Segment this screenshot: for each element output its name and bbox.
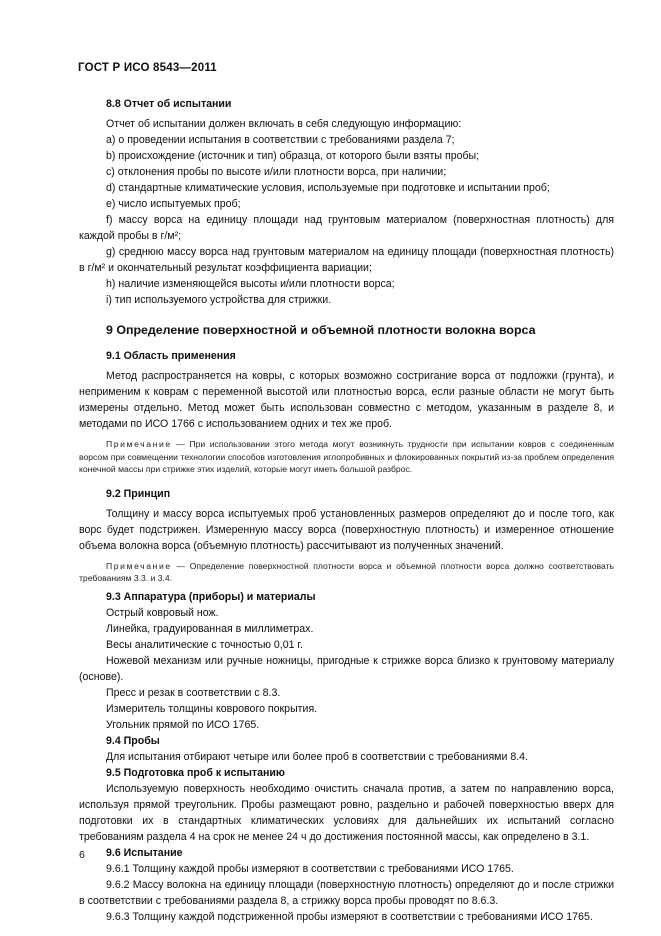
test-item-9-6-2: 9.6.2 Массу волокна на единицу площади (поверхностную плотность) определяют до и после стрижки в соответствии с требованиями раздела 8, а стрижку ворса пробы проводят по 8.6.3. <box>79 878 614 907</box>
note-text: — Определение поверхностной плотности ворса и объемной плотности ворса должно соответствовать требованиям 3.3. и 3.4. <box>79 560 614 583</box>
apparatus-item: Ножевой механизм или ручные ножницы, пригодные к стрижке ворса близко к грунтовому материалу (основе). <box>79 654 614 683</box>
report-item-h: h) наличие изменяющейся высоты и/или плотности ворса; <box>106 278 395 290</box>
section-8-8-intro: Отчет об испытании должен включать в себя следующую информацию: <box>106 118 462 130</box>
section-9-1-text: Метод распространяется на ковры, с которых возможно состригание ворса от подложки (грунта), и неприменим к коврам с переменной высотой или плотностью ворса, если разные области не могут быть измерены отдельно. Метод может быть использован совместно с методом, указанным в разделе 8, и методами по ИСО 1766 с использованием одних и тех же проб. <box>79 370 614 430</box>
report-item-c: c) отклонения пробы по высоте и/или плотности ворса, при наличии; <box>106 166 447 178</box>
page-number: 6 <box>79 849 85 861</box>
apparatus-item: Весы аналитические с точностью 0,01 г. <box>106 638 303 651</box>
section-9-heading: 9 Определение поверхностной и объемной плотности волокна ворса <box>106 323 536 337</box>
document-header: ГОСТ Р ИСО 8543—2011 <box>78 62 217 74</box>
apparatus-item: Острый ковровый нож. <box>106 606 219 619</box>
section-9-5-heading: 9.5 Подготовка проб к испытанию <box>106 766 285 779</box>
apparatus-item: Пресс и резак в соответствии с 8.3. <box>106 686 281 699</box>
section-9-1-heading: 9.1 Область применения <box>106 350 236 362</box>
report-item-f: f) массу ворса на единицу площади над грунтовым материалом (поверхностная плотность) для каждой пробы в г/м²; <box>79 214 614 242</box>
report-item-a: a) о проведении испытания в соответствии с требованиями раздела 7; <box>106 134 455 146</box>
section-9-2-text: Толщину и массу ворса испытуемых проб установленных размеров определяют до и после того, как ворс будет подстрижен. Измеренную массу ворса (поверхностную плотность) и измеренное отношение объема волокна ворса (объемную плотность) рассчитывают из полученных значений. <box>79 507 614 552</box>
section-9-2-heading: 9.2 Принцип <box>106 487 171 500</box>
note-label: Примечание <box>106 439 172 449</box>
apparatus-item: Линейка, градуированная в миллиметрах. <box>106 622 314 635</box>
section-9-1-note <box>79 438 614 476</box>
report-item-i: i) тип используемого устройства для стрижки. <box>106 294 332 306</box>
report-item-b: b) происхождение (источник и тип) образца, от которого были взяты пробы; <box>106 150 480 162</box>
section-9-4-text: Для испытания отбирают четыре или более проб в соответствии с требованиями 8.4. <box>106 750 529 763</box>
section-9-6-heading: 9.6 Испытание <box>106 846 183 859</box>
apparatus-item: Измеритель толщины коврового покрытия. <box>106 702 318 715</box>
test-item-9-6-3: 9.6.3 Толщину каждой подстриженной пробы измеряют в соответствии с требованиями ИСО 1765. <box>106 910 593 923</box>
note-label: Примечание <box>106 560 172 571</box>
section-9-5-text: Используемую поверхность необходимо очистить сначала против, а затем по направлению ворса, используя прямой треугольник. Пробы размещают ровно, раздельно и рабочей поверхностью вверх для подготовки их в стандартных климатических условиях для дальнейших их испытаний согласно требованиям раздела 4 на срок не менее 24 ч до достижения постоянной массы, как определено в 3.1. <box>79 782 614 843</box>
section-9-2-note <box>79 560 614 585</box>
section-9-3-heading: 9.3 Аппаратура (приборы) и материалы <box>106 590 316 603</box>
document-body <box>79 96 614 925</box>
section-9-4-heading: 9.4 Пробы <box>106 734 160 747</box>
section-8-8-heading: 8.8 Отчет об испытании <box>106 98 232 110</box>
apparatus-item: Угольник прямой по ИСО 1765. <box>106 718 260 731</box>
test-item-9-6-1: 9.6.1 Толщину каждой пробы измеряют в соответствии с требованиями ИСО 1765. <box>106 862 514 875</box>
report-item-e: e) число испытуемых проб; <box>106 198 241 210</box>
report-item-g: g) среднюю массу ворса над грунтовым материалом на единицу площади (поверхностная плотность) в г/м² и окончательный результат коэффициента вариации; <box>79 246 614 274</box>
report-item-d: d) стандартные климатические условия, используемые при подготовке и испытании проб; <box>106 182 550 194</box>
note-text: — При использовании этого метода могут возникнуть трудности при испытании ковров с соединенным ворсом при совмещении технологии способов изготовления иглопробивных и флокированных покрытий из-за проблем определения конечной массы при стрижке этих изделий, которые могут иметь большой разброс. <box>79 439 614 474</box>
